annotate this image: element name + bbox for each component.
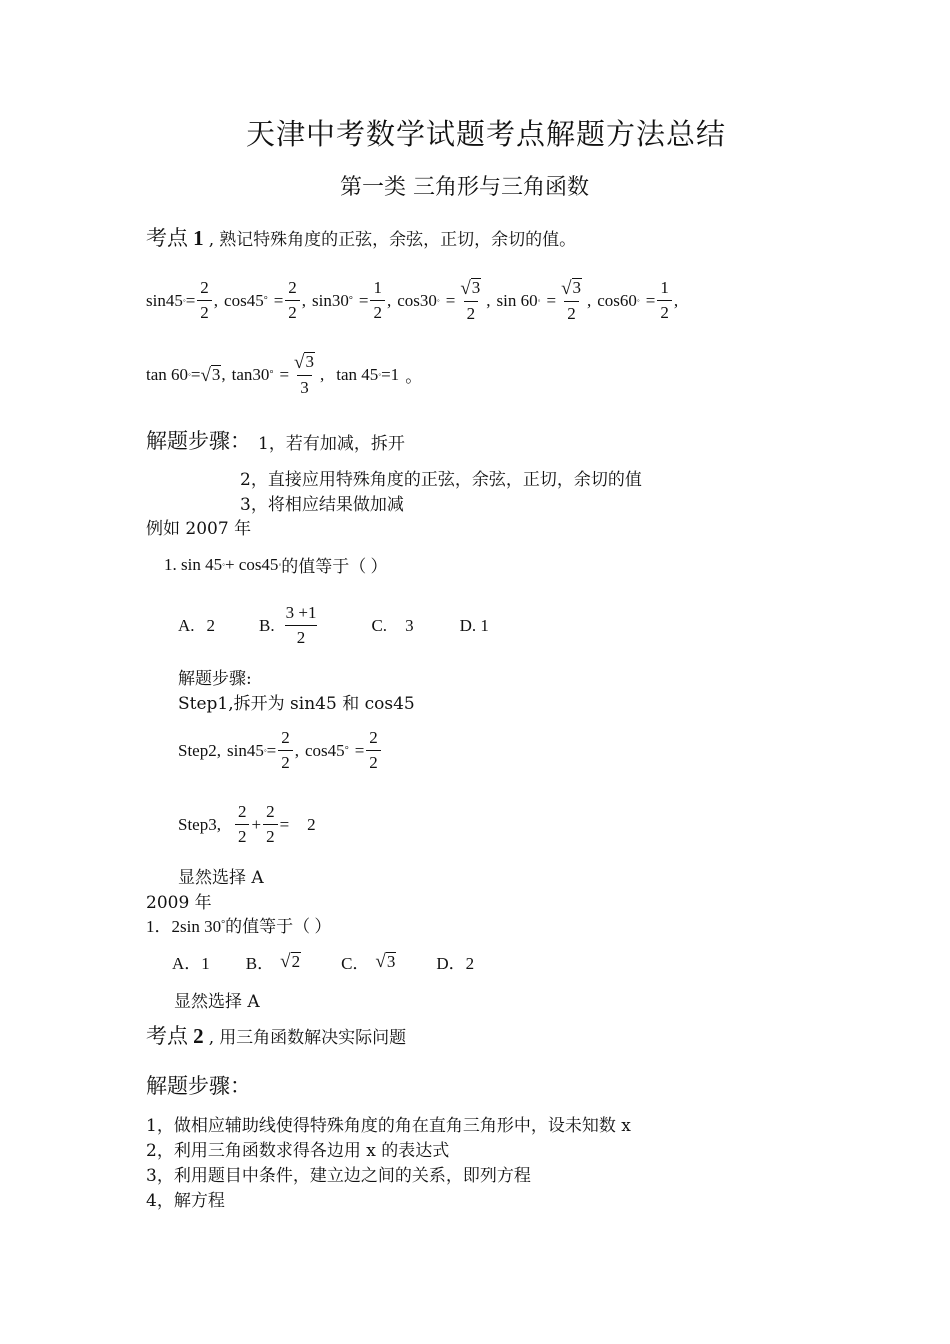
section-subtitle: 第一类 三角形与三角函数 (340, 175, 589, 200)
step-1: 1，若有加减，拆开 (258, 434, 405, 454)
result: 2 (307, 814, 316, 834)
degree-mark: ◦ (537, 296, 541, 306)
denominator: 2 (366, 750, 381, 773)
equals: = (279, 364, 290, 384)
fraction (278, 728, 293, 773)
sin60-text: sin 60 (496, 290, 538, 310)
equals: = (266, 740, 277, 760)
radicand: 3 (305, 352, 314, 371)
key-point-number: 1 (193, 226, 204, 250)
denominator: 3 (297, 375, 312, 398)
numerator: 1 (373, 278, 382, 298)
degree-mark: ° (344, 745, 349, 756)
radical-sign: √ (280, 951, 291, 973)
sqrt-icon (375, 952, 396, 972)
equals: = (354, 740, 365, 760)
comma: , (301, 290, 307, 310)
period: 。 (405, 367, 423, 387)
option-d: D. 1 (459, 615, 489, 635)
step-2-label: Step2, (178, 740, 221, 760)
fraction (291, 352, 318, 398)
question-text: 1. sin 45 (164, 554, 223, 574)
equals: = (358, 290, 369, 310)
degree-mark: ◦ (222, 560, 225, 569)
plus-sign: + (251, 814, 262, 834)
option-a-value: 2 (206, 615, 216, 635)
fraction (657, 278, 672, 323)
comma: , (587, 290, 592, 310)
denominator: 2 (657, 300, 672, 323)
example-2007-question (164, 552, 388, 577)
sqrt-icon (561, 278, 582, 298)
key-point-text: 用三角函数解决实际问题 (219, 1028, 407, 1048)
cos30-text: cos30 (397, 290, 437, 310)
numerator: 2 (288, 278, 297, 298)
question-tail: 的值等于（ ） (281, 557, 388, 576)
denominator: 2 (464, 301, 479, 324)
page-title: 天津中考数学试题考点解题方法总结 (246, 117, 727, 151)
cos45-text: cos45 (224, 290, 264, 310)
comma: , (319, 364, 325, 384)
degree-mark: ° (221, 919, 226, 930)
steps-2-step-1: 1，做相应辅助线使得特殊角度的角在直角三角形中，设未知数 x (146, 1116, 631, 1136)
special-values-row-2 (146, 352, 422, 398)
example-step-1: Step1,拆开为 sin45 和 cos45 (178, 694, 415, 714)
example-step-2 (178, 728, 383, 773)
step-2: 2，直接应用特殊角度的正弦，余弦，正切，余切的值 (240, 470, 642, 490)
fraction (366, 728, 381, 773)
degree-mark: ◦ (636, 296, 640, 306)
radicand: 3 (572, 278, 581, 297)
key-point-separator: , (208, 1028, 215, 1048)
example-2009-answer: 显然选择 A (174, 992, 260, 1012)
question-plus: + cos45 (224, 554, 279, 574)
key-point-label: 考点 (146, 226, 188, 250)
option-b-label: B. (259, 615, 275, 635)
question-tail: 的值等于（ ） (225, 917, 332, 936)
numerator: 2 (200, 278, 209, 298)
degree-mark: ◦ (436, 296, 440, 306)
equals: = (273, 290, 284, 310)
radicand: 3 (211, 365, 221, 384)
fraction (457, 278, 484, 324)
option-c-label: C. (371, 615, 388, 635)
step-3-label: Step3, (178, 814, 221, 834)
example-2007-options (178, 603, 489, 648)
steps-2-label: 解题步骤： (146, 1074, 251, 1098)
special-values-row-1 (146, 278, 678, 324)
key-point-number: 2 (193, 1024, 204, 1048)
cos45-text: cos45 (305, 740, 345, 760)
numerator: 2 (237, 802, 247, 821)
fraction (370, 278, 385, 323)
option-c-value: 3 (405, 615, 414, 635)
sqrt-icon (460, 278, 481, 298)
cos60-text: cos60 (597, 290, 637, 310)
example-2009-question (146, 912, 331, 937)
option-b-label: B． (245, 954, 275, 973)
example-2007-label: 例如 2007 年 (146, 519, 252, 539)
equals: = (445, 290, 456, 310)
denominator: 2 (278, 750, 293, 773)
degree-mark: ° (263, 295, 268, 307)
option-c-label: C． (341, 954, 370, 973)
comma: , (673, 290, 679, 310)
example-steps-label: 解题步骤: (178, 669, 252, 689)
denominator: 2 (197, 300, 212, 323)
steps-label: 解题步骤： (146, 429, 251, 453)
sqrt-icon (280, 952, 301, 972)
fraction (558, 278, 585, 324)
equals-one: =1 (381, 364, 400, 384)
key-point-separator: , (208, 230, 215, 250)
numerator: 1 (660, 278, 669, 298)
sin45-text: sin45 (226, 740, 264, 760)
radicand: 3 (471, 278, 481, 297)
steps-2-step-4: 4，解方程 (146, 1191, 225, 1211)
comma: , (213, 290, 219, 310)
denominator: 2 (370, 300, 385, 323)
denominator: 2 (235, 824, 250, 847)
degree-mark: ◦ (378, 370, 382, 380)
fraction (235, 802, 250, 847)
key-point-text: 熟记特殊角度的正弦，余弦，正切，余切的值。 (219, 230, 577, 250)
option-b-fraction (283, 603, 320, 648)
example-2009-label: 2009 年 (146, 893, 212, 913)
tan60-text: tan 60 (146, 364, 189, 384)
numerator: 2 (266, 802, 275, 821)
option-d: D．2 (436, 954, 475, 973)
comma: , (386, 290, 392, 310)
fraction (263, 802, 278, 847)
key-point-1 (146, 222, 576, 252)
sqrt-icon (200, 365, 221, 385)
sin30-text: sin30 (312, 290, 349, 310)
steps-2-step-2: 2，利用三角函数求得各边用 x 的表达式 (146, 1141, 450, 1161)
degree-mark: ° (269, 369, 274, 381)
radical-sign: √ (375, 951, 386, 973)
step-3: 3，将相应结果做加减 (240, 495, 404, 515)
sqrt-icon (294, 352, 315, 372)
denominator: 2 (263, 824, 278, 847)
steps-2-step-3: 3，利用题目中条件，建立边之间的关系，即列方程 (146, 1166, 531, 1186)
degree-mark: ◦ (263, 746, 267, 755)
equals: = (546, 290, 557, 310)
equals: = (279, 814, 290, 834)
key-point-label: 考点 (146, 1024, 188, 1048)
radical-sign: √ (294, 351, 305, 373)
denominator: 2 (564, 301, 579, 324)
radicand: 2 (291, 951, 301, 971)
example-2007-answer: 显然选择 A (178, 868, 264, 888)
numerator: 3 +1 (285, 603, 317, 622)
radical-sign: √ (200, 364, 211, 386)
comma: , (486, 290, 491, 310)
degree-mark: ◦ (278, 560, 282, 569)
tan30-text: tan30 (231, 364, 270, 384)
sin45-text: sin45 (146, 290, 183, 310)
equals: = (190, 364, 201, 384)
fraction (285, 278, 300, 323)
example-2009-options (172, 949, 474, 974)
radical-sign: √ (561, 277, 572, 299)
degree-mark: ° (348, 295, 353, 307)
radicand: 3 (386, 951, 396, 971)
denominator: 2 (285, 625, 318, 648)
numerator: 2 (281, 728, 290, 747)
fraction (197, 278, 212, 323)
comma: , (294, 740, 300, 760)
example-step-3 (178, 802, 316, 847)
option-a-label: A. (178, 615, 195, 635)
radical-sign: √ (460, 277, 471, 299)
key-point-2 (146, 1020, 406, 1050)
question-text: 1．2sin 30 (146, 917, 222, 936)
equals: = (185, 290, 196, 310)
numerator: 2 (369, 728, 378, 747)
degree-mark: ◦ (188, 370, 191, 380)
denominator: 2 (285, 300, 300, 323)
degree-mark: ◦ (182, 296, 186, 306)
equals: = (645, 290, 656, 310)
comma: , (221, 364, 226, 384)
tan45-text: tan 45 (336, 364, 379, 384)
option-a: A．1 (172, 954, 210, 973)
